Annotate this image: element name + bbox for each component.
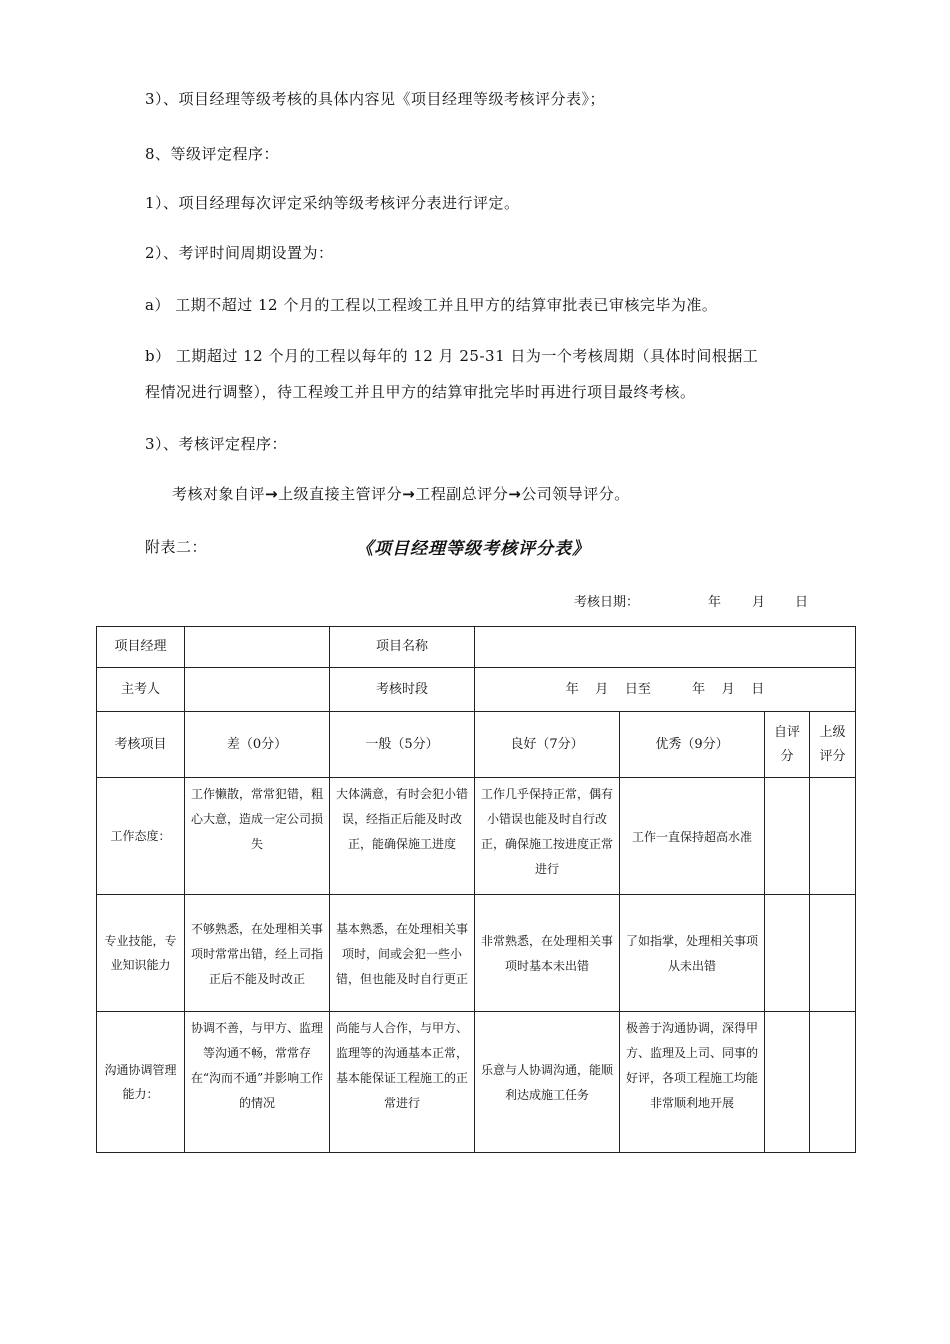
cell-poor: 协调不善，与甲方、监理等沟通不畅，常常存在“沟而不通”并影响工作的情况 xyxy=(185,1012,330,1153)
table-row xyxy=(97,1012,856,1153)
supervisor-score-cell[interactable] xyxy=(810,1012,856,1153)
flow-step-3: 工程副总评分 xyxy=(415,485,509,503)
flow-step-1: 考核对象自评 xyxy=(172,485,266,503)
date-year-unit: 年 xyxy=(708,595,722,610)
examiner-value-cell[interactable] xyxy=(185,668,330,712)
cell-poor: 不够熟悉，在处理相关事项时常常出错，经上司指正后不能及时改正 xyxy=(185,895,330,1012)
flow-step-4: 公司领导评分。 xyxy=(521,485,630,503)
cell-excellent: 工作一直保持超高水准 xyxy=(620,778,765,895)
cell-fair: 基本熟悉，在处理相关事项时，间或会犯一些小错，但也能及时自行更正 xyxy=(330,895,475,1012)
date-day-unit: 日 xyxy=(795,595,809,610)
arrow-right-icon: → xyxy=(402,485,416,503)
paragraph-procedure-3: 3）、考核评定程序： xyxy=(145,435,288,453)
header-self-score: 自评分 xyxy=(765,712,810,778)
paragraph-item-b-line2: 程情况进行调整），待工程竣工并且甲方的结算审批完毕时再进行项目最终考核。 xyxy=(145,383,696,401)
arrow-right-icon: → xyxy=(265,485,279,503)
project-name-label: 项目名称 xyxy=(330,627,475,668)
cell-excellent: 极善于沟通协调，深得甲方、监理及上司、同事的好评，各项工程施工均能非常顺利地开展 xyxy=(620,1012,765,1153)
self-score-cell[interactable] xyxy=(765,778,810,895)
paragraph-item-b-line1: b） 工期超过 12 个月的工程以每年的 12 月 25-31 日为一个考核周期（具体时间根据工 xyxy=(145,347,759,365)
pm-value-cell[interactable] xyxy=(185,627,330,668)
attachment-label: 附表二： xyxy=(145,538,208,556)
cell-excellent: 了如指掌，处理相关事项从未出错 xyxy=(620,895,765,1012)
section-heading-procedure: 8、等级评定程序： xyxy=(145,145,280,163)
flow-line xyxy=(172,483,630,504)
table-header-row xyxy=(97,712,856,778)
date-month-unit: 月 xyxy=(752,595,766,610)
cell-fair: 大体满意，有时会犯小错误，经指正后能及时改正，能确保施工进度 xyxy=(330,778,475,895)
flow-step-2: 上级直接主管评分 xyxy=(278,485,403,503)
supervisor-score-cell[interactable] xyxy=(810,778,856,895)
table-row xyxy=(97,668,856,712)
criteria-skills: 专业技能，专业知识能力 xyxy=(97,895,185,1012)
paragraph-item-a: a） 工期不超过 12 个月的工程以工程竣工并且甲方的结算审批表已审核完毕为准。 xyxy=(145,296,718,314)
self-score-cell[interactable] xyxy=(765,895,810,1012)
project-name-value-cell[interactable] xyxy=(475,627,856,668)
evaluation-table xyxy=(96,626,856,1153)
cell-poor: 工作懒散，常常犯错，粗心大意，造成一定公司损失 xyxy=(185,778,330,895)
header-supervisor-score: 上级评分 xyxy=(810,712,856,778)
table-row xyxy=(97,627,856,668)
examiner-label: 主考人 xyxy=(97,668,185,712)
self-score-cell[interactable] xyxy=(765,1012,810,1153)
header-item: 考核项目 xyxy=(97,712,185,778)
header-good: 良好（7分） xyxy=(475,712,620,778)
criteria-attitude: 工作态度： xyxy=(97,778,185,895)
table-title: 《项目经理等级考核评分表》 xyxy=(356,539,590,559)
header-fair: 一般（5分） xyxy=(330,712,475,778)
paragraph-content-ref: 3）、项目经理等级考核的具体内容见《项目经理等级考核评分表》； xyxy=(145,90,606,108)
cell-good: 乐意与人协调沟通，能顺利达成施工任务 xyxy=(475,1012,620,1153)
period-label: 考核时段 xyxy=(330,668,475,712)
arrow-right-icon: → xyxy=(508,485,522,503)
cell-fair: 尚能与人合作，与甲方、监理等的沟通基本正常，基本能保证工程施工的正常进行 xyxy=(330,1012,475,1153)
header-excellent: 优秀（9分） xyxy=(620,712,765,778)
cell-good: 非常熟悉，在处理相关事项时基本未出错 xyxy=(475,895,620,1012)
paragraph-procedure-1: 1）、项目经理每次评定采纳等级考核评分表进行评定。 xyxy=(145,194,520,212)
cell-good: 工作几乎保持正常，偶有小错误也能及时自行改正，确保施工按进度正常进行 xyxy=(475,778,620,895)
criteria-communication: 沟通协调管理能力： xyxy=(97,1012,185,1153)
header-poor: 差（0分） xyxy=(185,712,330,778)
date-label: 考核日期： xyxy=(574,595,640,610)
paragraph-procedure-2: 2）、考评时间周期设置为： xyxy=(145,244,334,262)
table-row xyxy=(97,778,856,895)
period-value[interactable]: 年 月 日至 年 月 日 xyxy=(475,668,856,712)
supervisor-score-cell[interactable] xyxy=(810,895,856,1012)
table-row xyxy=(97,895,856,1012)
pm-label: 项目经理 xyxy=(97,627,185,668)
